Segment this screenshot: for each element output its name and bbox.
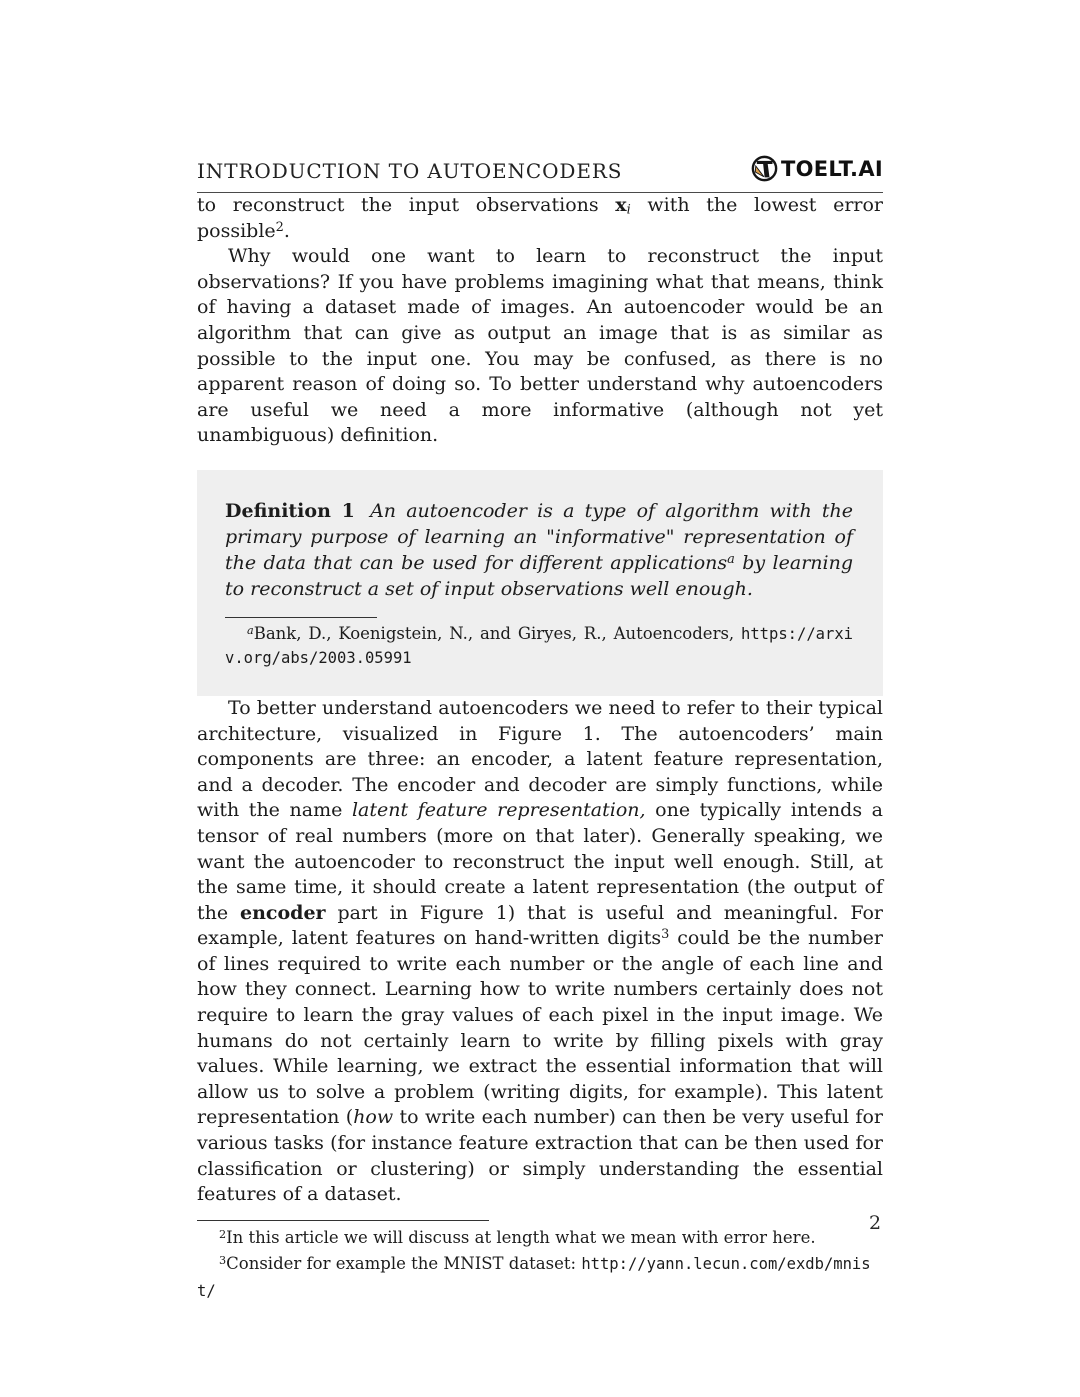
page-body xyxy=(197,155,883,1304)
page-number: 2 xyxy=(868,1212,882,1234)
toelt-logo-text: TOELT.AI xyxy=(780,156,883,181)
definition-text: Definition 1 An autoencoder is a type of algorithm with the primary purpose of learning an "informative" representation of the data that can be used for different applications$^a$ by learning to reconstruct a set of input observations well enough. xyxy=(225,499,854,600)
paragraph-architecture: To better understand autoencoders we need to refer to their typical architecture, visualized in Figure 1. The autoencoders’ main components are three: an encoder, a latent feature representation, and a decoder. The encoder and decoder are simply functions, while with the name latent feature representation, one typically intends a tensor of real numbers (more on that later). Generally speaking, we want the autoencoder to reconstruct the input well enough. Still, at the same time, it should create a latent representation (the output of the encoder part in Figure 1) that is useful and meaningful. For example, latent features on hand-written digits$^3$ could be the number of lines required to write each number or the angle of each line and how they connect. Learning how to write numbers certainly does not require to learn the gray values of each pixel in the input image. We humans do not certainly learn to write by filling pixels with gray values. While learning, we extract the essential information that will allow us to solve a problem (writing digits, for example). This latent representation (how to write each number) can then be very useful for various tasks (for instance feature extraction that can be then used for classification or clustering) or simply understanding the essential features of a dataset. xyxy=(197,696,883,1206)
footnote-2: $^2$In this article we will discuss at length what we mean with error here. xyxy=(219,1227,816,1247)
footnotes-section xyxy=(197,1220,883,1305)
definition-box xyxy=(197,470,883,696)
running-title: INTRODUCTION TO AUTOENCODERS xyxy=(197,159,623,183)
page-header xyxy=(197,155,883,193)
definition-footnote-rule xyxy=(225,617,377,618)
paragraph-why-reconstruct: Why would one want to learn to reconstruct the input observations? If you have problems imagining what that means, think of having a dataset made of images. An autoencoder would be an algorithm that can give as output an image that is as similar as possible to the input one. You may be confused, as there is no apparent reason of doing so. To better understand why autoencoders are useful we need a more informative (although not yet unambiguous) definition. xyxy=(197,245,883,447)
paragraph-continuation: to reconstruct the input observations xi with the lowest error possible$^2$. xyxy=(197,194,883,242)
main-text-column xyxy=(197,193,883,1304)
footnote-rule xyxy=(197,1220,489,1221)
toelt-logo xyxy=(751,155,883,183)
footnote-3: $^3$Consider for example the MNIST dataset: http://yann.lecun.com/exdb/mnist/ xyxy=(197,1254,871,1300)
toelt-logo-icon xyxy=(751,155,778,182)
definition-footnote: $^a$Bank, D., Koenigstein, N., and Giryes, R., Autoencoders, https://arxiv.org/abs/2003.05991 xyxy=(225,623,853,667)
